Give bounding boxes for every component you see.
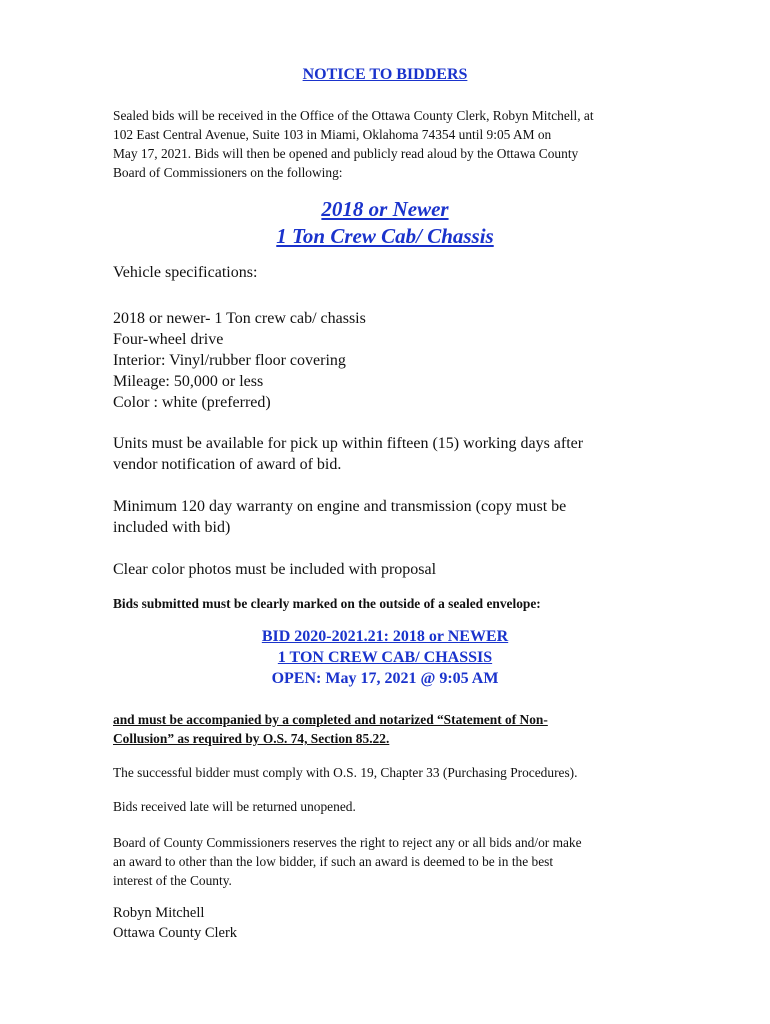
specs-label: Vehicle specifications: xyxy=(113,264,258,281)
spec-item: Four-wheel drive xyxy=(113,331,224,348)
pickup-line: vendor notification of award of bid. xyxy=(113,456,342,473)
spec-item: 2018 or newer- 1 Ton crew cab/ chassis xyxy=(113,310,366,327)
collusion-statement xyxy=(113,710,673,748)
notice-title: NOTICE TO BIDDERS xyxy=(302,66,468,83)
intro-line: Sealed bids will be received in the Office of the Ottawa County Clerk, Robyn Mitchell, at xyxy=(113,108,594,123)
comply-paragraph: The successful bidder must comply with O.S. 19, Chapter 33 (Purchasing Procedures). xyxy=(113,765,578,780)
warranty-line: Minimum 120 day warranty on engine and transmission (copy must be xyxy=(113,498,567,515)
bid-number-line: BID 2020-2021.21: 2018 or NEWER xyxy=(261,628,509,645)
board-line: Board of County Commissioners reserves the right to reject any or all bids and/or make xyxy=(113,835,582,850)
late-bids-paragraph: Bids received late will be returned unopened. xyxy=(113,799,356,814)
spec-item: Color : white (preferred) xyxy=(113,394,271,411)
spec-item: Mileage: 50,000 or less xyxy=(113,373,264,390)
board-paragraph xyxy=(113,833,673,890)
bid-item-line: 1 TON CREW CAB/ CHASSIS xyxy=(277,649,493,666)
intro-line: May 17, 2021. Bids will then be opened and publicly read aloud by the Ottawa County xyxy=(113,146,579,161)
board-line: interest of the County. xyxy=(113,873,232,888)
vehicle-heading-line-2: 1 Ton Crew Cab/ Chassis xyxy=(276,224,494,248)
bid-open-line: OPEN: May 17, 2021 @ 9:05 AM xyxy=(271,670,499,687)
spec-list xyxy=(113,308,366,413)
envelope-note: Bids submitted must be clearly marked on the outside of a sealed envelope: xyxy=(113,596,541,611)
intro-line: 102 East Central Avenue, Suite 103 in Miami, Oklahoma 74354 until 9:05 AM on xyxy=(113,127,552,142)
collusion-line: Collusion” as required by O.S. 74, Section 85.22. xyxy=(113,731,390,746)
bid-block xyxy=(0,626,770,689)
spec-item: Interior: Vinyl/rubber floor covering xyxy=(113,352,346,369)
intro-line: Board of Commissioners on the following: xyxy=(113,165,343,180)
board-line: an award to other than the low bidder, if such an award is deemed to be in the best xyxy=(113,854,554,869)
intro-paragraph xyxy=(113,106,673,182)
warranty-paragraph xyxy=(113,496,673,538)
collusion-line: and must be accompanied by a completed and notarized “Statement of Non- xyxy=(113,712,548,727)
signer-name: Robyn Mitchell xyxy=(113,905,205,921)
vehicle-heading xyxy=(0,196,770,250)
pickup-line: Units must be available for pick up within fifteen (15) working days after xyxy=(113,435,584,452)
signature-block xyxy=(113,903,237,943)
photos-paragraph: Clear color photos must be included with proposal xyxy=(113,561,437,578)
vehicle-heading-line-1: 2018 or Newer xyxy=(321,197,449,221)
signer-title: Ottawa County Clerk xyxy=(113,925,238,941)
warranty-line: included with bid) xyxy=(113,519,231,536)
pickup-paragraph xyxy=(113,433,673,475)
